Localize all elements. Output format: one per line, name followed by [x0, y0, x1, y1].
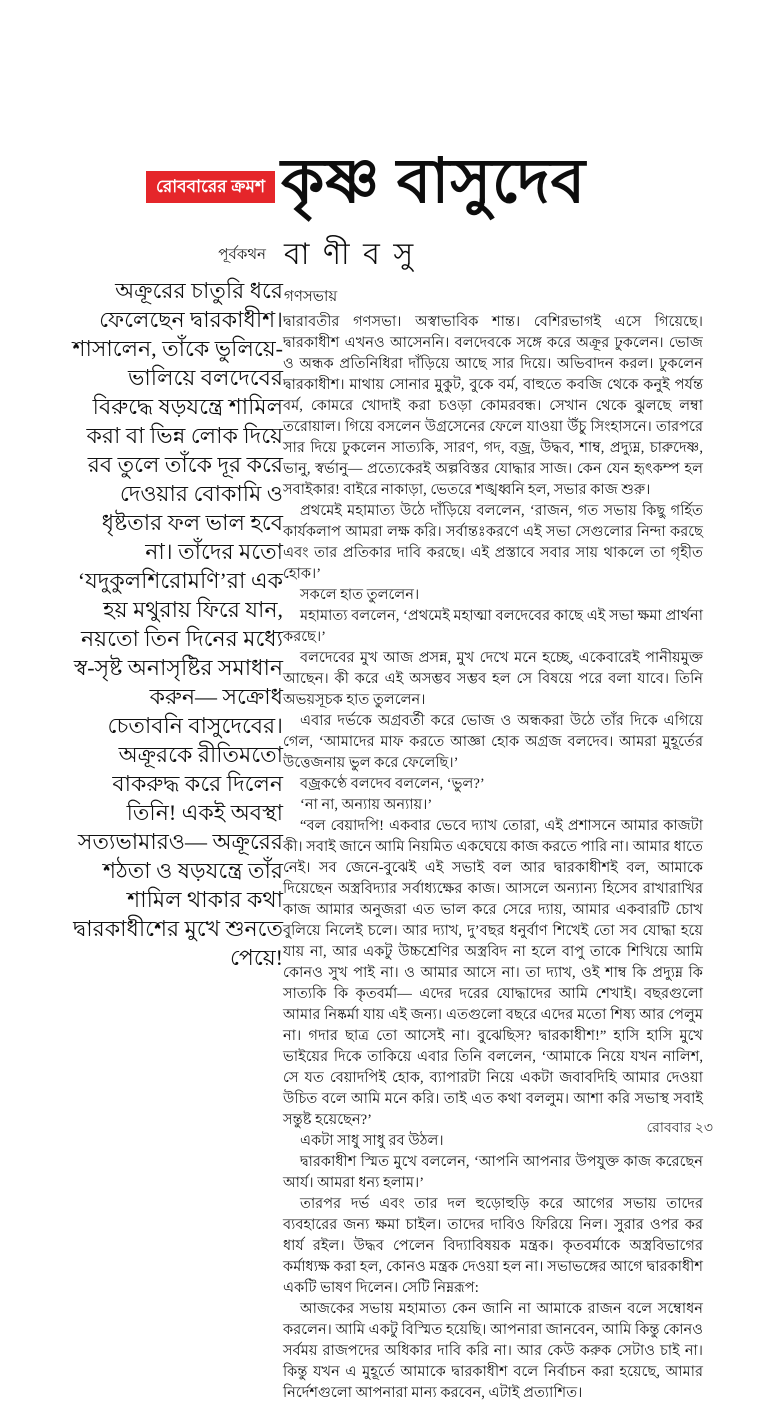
body-paragraph: বলদেবের মুখ আজ প্রসন্ন, মুখ দেখে মনে হচ্ছে, একেবারেই পানীয়মুক্ত আছেন। কী করে এই অসম্ভব সম্ভব হল সে বিষয়ে পরে বলা যাবে। তিনি অভয়সূচক হাত তুললেন। — [283, 650, 703, 708]
body-paragraph: “বল বেয়াদপি! একবার ভেবে দ্যাখ তোরা, এই প্রশাসনে আমার কাজটা কী। সবাই জানে আমি নিয়মিত একঘেয়ে কাজ করতে পারি না। আমার ধাতে নেই। সব জেনে-বুঝেই এই সভাই বল আর দ্বারকাধীশই বল, আমাকে দিয়েছেন অস্ত্রবিদ্যার সর্বাধ্যক্ষের কাজ। আসলে অন্যান্য হিসেব রাখারাখির কাজ আমার অনুজরা এত ভাল করে সেরে দ্যায়, আমার একবারটি চোখ বুলিয়ে নিলেই চলে। আর দ্যাখ, দু’বছর ধনুর্বাণ শিখেই তো সব যোদ্ধা হয়ে যায় না, আর একটু উচ্চশ্রেণির অস্ত্রবিদ না হলে বাপু তাকে শিখিয়ে আমি কোনও সুখ পাই না। ও আমার আসে না। তা দ্যাখ, ওই শাম্ব কি প্রদ্যুম্ন কি সাত্যকি কি কৃতবর্মা— এদের দরের যোদ্ধাদের আমি শেখাই। বছরগুলো আমার নিষ্কর্মা যায় এই জন্য। এতগুলো বছরে এদের মতো শিষ্য আর পেলুম না। গদার ছাত্র তো আসেই না। বুঝেছিস? দ্বারকাধীশ!” হাসি হাসি মুখে ভাইয়ের দিকে তাকিয়ে এবার তিনি বললেন, ‘আমাকে নিয়ে যখন নালিশ, সে যত বেয়াদপিই হোক, ব্যাপারটা নিয়ে একটা জবাবদিহি আমার দেওয়া উচিত বলে আমি মনে করি। তাই এত কথা বললুম। আশা করি সভাস্থ সবাই সন্তুষ্ট হয়েছেন?’ — [283, 818, 703, 1128]
body-paragraph: দ্বারাবতীর গণসভা। অস্বাভাবিক শান্ত। বেশিরভাগই এসে গিয়েছে। দ্বারকাধীশ এখনও আসেননি। বলদেবকে সঙ্গে করে অক্রূর ঢুকলেন। ভোজ ও অন্ধক প্রতিনিধিরা দাঁড়িয়ে আছে সার দিয়ে। অভিবাদন করল। ঢুকলেন দ্বারকাধীশ। মাথায় সোনার মুকুট, বুকে বর্ম, বাহুতে কবজি থেকে কনুই পর্যন্ত বর্ম, কোমরে খোদাই করা চওড়া কোমরবন্ধ। সেখান থেকে ঝুলছে লম্বা তরোয়াল। গিয়ে বসলেন উগ্রসেনের ফেলে যাওয়া উঁচু সিংহাসনে। তারপরে সার দিয়ে ঢুকলেন সাত্যকি, সারণ, গদ, বজ্র, উদ্ধব, শাম্ব, প্রদ্যুম্ন, চারুদেষ্ণ, ভানু, স্বর্ভানু— প্রত্যেকেরই অল্পবিস্তর যোদ্ধার সাজ। কেন যেন হৃৎকম্প হল সবাইকার! বাইরে নাকাড়া, ভেতরে শঙ্খধ্বনি হল, সভার কাজ শুরু। — [283, 314, 703, 498]
page-footer — [647, 1116, 714, 1140]
body-paragraph: প্রথমেই মহামাত্য উঠে দাঁড়িয়ে বললেন, ‘রাজন, গত সভায় কিছু গর্হিত কার্যকলাপ আমরা লক্ষ করি। সর্বান্তঃকরণে এই সভা সেগুলোর নিন্দা করছে এবং তার প্রতিকার দাবি করছে। এই প্রস্তাবে সবার সায় থাকলে তা গৃহীত হোক।’ — [283, 503, 703, 582]
body-paragraph: দ্বারকাধীশ স্মিত মুখে বললেন, ‘আপনি আপনার উপযুক্ত কাজ করেছেন আর্য। আমরা ধন্য হলাম।’ — [283, 1154, 703, 1191]
series-badge: রোববারের ক্রমশ — [146, 171, 275, 203]
body-paragraph: তারপর দর্ভ এবং তার দল হুড়োহুড়ি করে আগের সভায় তাদের ব্যবহারের জন্য ক্ষমা চাইল। তাদের দাবিও ফিরিয়ে নিল। সুরার ওপর কর ধার্য রইল। উদ্ধব পেলেন বিদ্যাবিষয়ক মন্ত্রক। কৃতবর্মাকে অস্ত্রবিভাগের কর্মাধ্যক্ষ করা হল, কোনও মন্ত্রক দেওয়া হল না। সভাভঙ্গের আগে দ্বারকাধীশ একটি ভাষণ দিলেন। সেটি নিম্নরূপ: — [283, 1196, 703, 1296]
body-paragraph: আজকের সভায় মহামাত্য কেন জানি না আমাকে রাজন বলে সম্বোধন করলেন। আমি একটু বিস্মিত হয়েছি। আপনারা জানবেন, আমি কিন্তু কোনও সর্বময় রাজপদের অধিকার দাবি করি না। আর কেউ করুক সেটাও চাই না। কিন্তু যখন এ মুহূর্তে আমাকে দ্বারকাধীশ বলে নির্বাচন করা হয়েছে, আমার নির্দেশগুলো আপনারা মান্য করবেন, এটাই প্রত্যাশিত। — [283, 1301, 703, 1401]
body-paragraph: এবার দর্ভকে অগ্রবর্তী করে ভোজ ও অন্ধকরা উঠে তাঁর দিকে এগিয়ে গেল, ‘আমাদের মাফ করতে আজ্ঞা হোক অগ্রজ বলদেব। আমরা মুহূর্তের উত্তেজনায় ভুল করে ফেলেছি।’ — [283, 713, 703, 771]
article-title: কৃষ্ণ বাসুদেব — [281, 148, 587, 216]
intro-summary: অক্রূরের চাতুরি ধরে ফেলেছেন দ্বারকাধীশ। শাসালেন, তাঁকে ভুলিয়ে-ভালিয়ে বলদেবের বিরুদ্ধে ষড়যন্ত্রে শামিল করা বা ভিন্ন লোক দিয়ে রব তুলে তাঁকে দূর করে দেওয়ার বোকামি ও ধৃষ্টতার ফল ভাল হবে না। তাঁদের মতো ‘যদুকুলশিরোমণি’রা এক হয় মথুরায় ফিরে যান, নয়তো তিন দিনের মধ্যে স্ব-সৃষ্ট অনাসৃষ্টির সমাধান করুন— সক্রোধ চেতাবনি বাসুদেবের। অক্রূরকে রীতিমতো বাকরুদ্ধ করে দিলেন তিনি! একই অবস্থা সত্যভামারও— অক্রূরের শঠতা ও ষড়যন্ত্রে তাঁর শামিল থাকার কথা দ্বারকাধীশের মুখে শুনতে পেয়ে! — [72, 278, 283, 970]
body-paragraph: একটা সাধু সাধু রব উঠল। — [300, 1133, 444, 1149]
kicker-label: পূর্বকথন — [218, 247, 266, 263]
body-paragraph: সকলে হাত তুললেন। — [300, 587, 420, 603]
page-footer-text: রোববার ২৩ — [646, 1121, 713, 1136]
body-paragraph: মহামাত্য বললেন, ‘প্রথমেই মহাত্মা বলদেবের কাছে এই সভা ক্ষমা প্রার্থনা করছে।’ — [283, 608, 703, 645]
body-paragraph: বজ্রকণ্ঠে বলদেব বললেন, ‘ভুল?’ — [300, 776, 485, 792]
article-body — [283, 312, 703, 1404]
section-label: গণসভায় — [284, 289, 338, 305]
author-name: বা ণী ব সু — [284, 238, 417, 271]
body-paragraph: ‘না না, অন্যায় অন্যায়।’ — [300, 797, 433, 813]
